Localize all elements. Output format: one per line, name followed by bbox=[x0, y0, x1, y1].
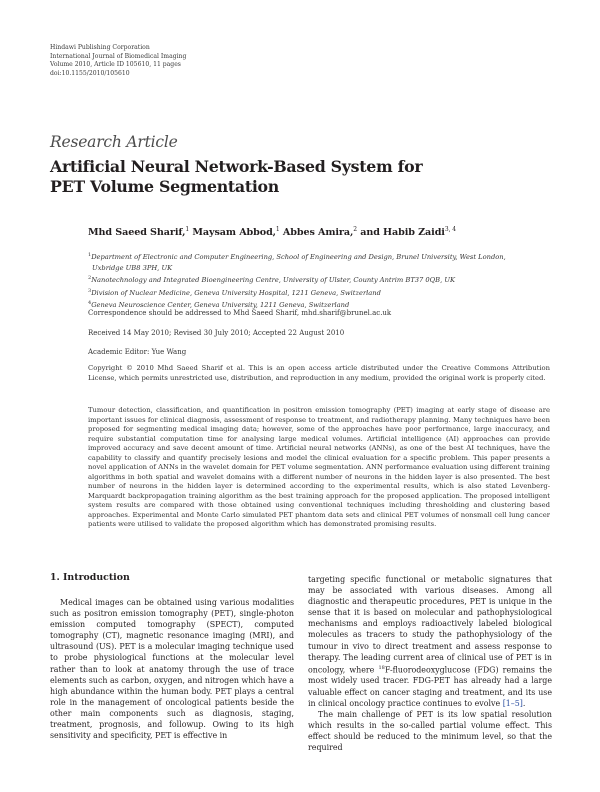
affiliation: $^2$Nanotechnology and Integrated Bioengineering Centre, University of Ulster, County Antrim BT37 0QB, UK bbox=[88, 275, 455, 285]
volume-info: Volume 2010, Article ID 105610, 11 pages bbox=[50, 61, 181, 69]
title-line-1: Artificial Neural Network-Based System for bbox=[50, 157, 423, 176]
affiliation: $^4$Geneva Neuroscience Center, Geneva University, 1211 Geneva, Switzerland bbox=[88, 300, 350, 310]
copyright-notice: Copyright © 2010 Mhd Saeed Sharif et al. This is an open access article distributed under the Creative Commons Attribution License, which permits unrestricted use, distribution, and reproduction in any medium, provided the original work is properly cited. bbox=[88, 364, 550, 382]
author: Abbes Amira,$^2$ bbox=[282, 226, 357, 239]
title-line-2: PET Volume Segmentation bbox=[50, 176, 279, 196]
paragraph: Medical images can be obtained using various modalities such as positron emission tomography (PET), single-photon emission computed tomography (SPECT), computed tomography (CT), magnetic resonance imaging (MRI), and ultrasound (US). PET is a molecular imaging technique used to probe physiological functions at the molecular level rather than to look at anatomy through the use of trace elements such as carbon, oxygen, and nitrogen which have a high abundance within the human body. PET plays a central role in the management of oncological patients beside the other main components such as diagnosis, staging, treatment, prognosis, and followup. Owing to its high sensitivity and specificity, PET is effective in bbox=[50, 598, 294, 741]
author: Mhd Saeed Sharif,$^1$ bbox=[88, 226, 190, 239]
paper-title bbox=[50, 157, 422, 196]
left-column-text bbox=[50, 597, 294, 741]
section-heading: 1. Introduction bbox=[50, 572, 130, 583]
journal-header bbox=[50, 44, 186, 78]
affiliation: $^1$Department of Electronic and Computer Engineering, School of Engineering and Design, Brunel University, West London, bbox=[88, 252, 506, 262]
paragraph: targeting specific functional or metabolic signatures that may be associated with various diseases. Among all diagnostic and therapeutic procedures, PET is unique in the sense that it is based on molecular and pathophysiological mechanisms and employs radioactively labeled biological molecules as tracers to study the pathophysiology of the tumour in vivo to direct treatment and assess response to therapy. The leading current area of clinical use of PET is in oncology, where $^{18}$F-fluorodeoxyglucose (FDG) remains the most widely used tracer. FDG-PET has already had a large valuable effect on cancer staging and treatment, and its use in clinical oncology practice continues to evolve [1–5]. bbox=[308, 575, 552, 708]
journal-name: International Journal of Biomedical Imaging bbox=[50, 52, 187, 60]
article-type: Research Article bbox=[50, 133, 178, 151]
academic-editor: Academic Editor: Yue Wang bbox=[88, 348, 187, 356]
author: and Habib Zaidi$^{3, 4}$ bbox=[360, 226, 456, 239]
affiliations bbox=[88, 250, 548, 311]
publisher: Hindawi Publishing Corporation bbox=[50, 44, 150, 51]
affiliation: $^3$Division of Nuclear Medicine, Geneva University Hospital, 1211 Geneva, Switzerland bbox=[88, 287, 381, 297]
right-column-text bbox=[308, 574, 552, 753]
doi[interactable]: doi:10.1155/2010/105610 bbox=[50, 69, 130, 77]
abstract: Tumour detection, classification, and quantification in positron emission tomography (PET) imaging at early stage of disease are important issues for clinical diagnosis, assessment of response to treatment, and radiotherapy planning. Many techniques have been proposed for segmenting medical imaging data; however, some of the approaches have poor performance, large inaccuracy, and require substantial computation time for analysing large medical volumes. Artificial intelligence (AI) approaches can provide improved accuracy and save decent amount of time. Artificial neural networks (ANNs), as one of the best AI techniques, have the capability to classify and quantify precisely lesions and model the clinical evaluation for a specific problem. This paper presents a novel application of ANNs in the wavelet domain for PET volume segmentation. ANN performance evaluation using different training algorithms in both spatial and wavelet domains with a different number of neurons in the hidden layer is also presented. The best number of neurons in the hidden layer is determined according to the experimental results, which is also stated Levenberg-Marquardt backpropagation training algorithm as the best training approach for the proposed application. The proposed intelligent system results are compared with those obtained using conventional techniques including thresholding and clustering based approaches. Experimental and Monte Carlo simulated PET phantom data sets and clinical PET volumes of nonsmall cell lung cancer patients were utilised to validate the proposed algorithm which has demonstrated promising results. bbox=[88, 406, 550, 528]
paragraph: The main challenge of PET is its low spatial resolution which results in the so-called partial volume effect. This effect should be reduced to the minimum level, so that the required bbox=[308, 709, 552, 753]
dates: Received 14 May 2010; Revised 30 July 2010; Accepted 22 August 2010 bbox=[88, 329, 345, 337]
correspondence: Correspondence should be addressed to Mhd Saeed Sharif, mhd.sharif@brunel.ac.uk bbox=[88, 309, 392, 317]
author: Maysam Abbod,$^1$ bbox=[192, 226, 280, 239]
author-list bbox=[88, 226, 456, 238]
affiliation-continued: Uxbridge UB8 3PH, UK bbox=[92, 263, 173, 272]
citation-link[interactable]: [1–5] bbox=[502, 698, 523, 708]
